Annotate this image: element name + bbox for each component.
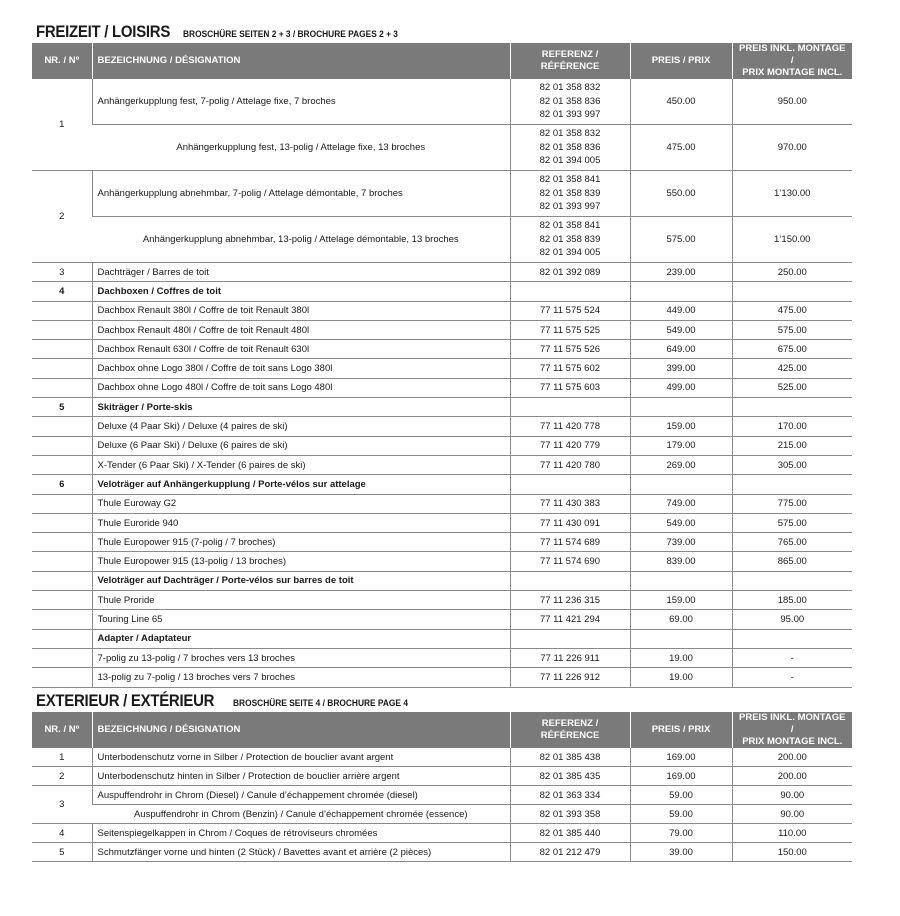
designation: Thule Euroride 940: [92, 513, 510, 532]
reference: 77 11 574 690: [510, 552, 630, 571]
row-number: 5: [32, 843, 92, 862]
table-row: [32, 417, 852, 436]
price-installed: 575.00: [732, 513, 852, 532]
price-installed: 865.00: [732, 552, 852, 571]
designation: Touring Line 65: [92, 610, 510, 629]
header-referenz: REFERENZ / RÉFÉRENCE: [510, 43, 630, 79]
reference: 77 11 226 911: [510, 648, 630, 667]
group-header-row: [32, 571, 852, 590]
table-row: [32, 843, 852, 862]
price-installed: -: [732, 668, 852, 687]
price: 159.00: [630, 591, 732, 610]
price: 169.00: [630, 767, 732, 786]
header-preis: PREIS / PRIX: [630, 712, 732, 748]
reference: 82 01 358 832 82 01 358 836 82 01 393 997: [510, 79, 630, 125]
group-header-row: [32, 282, 852, 301]
price: 649.00: [630, 340, 732, 359]
table-row: [32, 494, 852, 513]
price: 19.00: [630, 648, 732, 667]
table-row: [32, 805, 852, 824]
section-title-freizeit: [36, 22, 427, 42]
price: 549.00: [630, 320, 732, 339]
group-title: Veloträger auf Anhängerkupplung / Porte-vélos sur attelage: [92, 475, 510, 494]
group-title: Skiträger / Porte-skis: [92, 398, 510, 417]
reference: 82 01 393 358: [510, 805, 630, 824]
row-number: 2: [32, 767, 92, 786]
group-header-row: [32, 475, 852, 494]
price-installed: 950.00: [732, 79, 852, 125]
price: 169.00: [630, 748, 732, 767]
row-number: 3: [32, 263, 92, 282]
price-installed: 970.00: [732, 125, 852, 171]
price: 739.00: [630, 533, 732, 552]
reference: 77 11 236 315: [510, 591, 630, 610]
designation: X-Tender (6 Paar Ski) / X-Tender (6 paires de ski): [92, 455, 510, 474]
price: 475.00: [630, 125, 732, 171]
table-row: [32, 320, 852, 339]
price: 399.00: [630, 359, 732, 378]
price-installed: 215.00: [732, 436, 852, 455]
section-subheading: BROSCHÜRE SEITE 4 / BROCHURE PAGE 4: [232, 698, 408, 709]
price-installed: 575.00: [732, 320, 852, 339]
price-installed: 150.00: [732, 843, 852, 862]
reference: 82 01 212 479: [510, 843, 630, 862]
header-montage: PREIS INKL. MONTAGE / PRIX MONTAGE INCL.: [732, 43, 852, 79]
reference: 77 11 574 689: [510, 533, 630, 552]
designation: Dachbox Renault 480l / Coffre de toit Renault 480l: [92, 320, 510, 339]
designation: Dachbox Renault 380l / Coffre de toit Renault 380l: [92, 301, 510, 320]
designation: 13-polig zu 7-polig / 13 broches vers 7 broches: [92, 668, 510, 687]
price-table-exterieur: [32, 712, 852, 862]
price-installed: 170.00: [732, 417, 852, 436]
price-installed: 185.00: [732, 591, 852, 610]
reference: 77 11 430 383: [510, 494, 630, 513]
price-installed: 765.00: [732, 533, 852, 552]
header-preis: PREIS / PRIX: [630, 43, 732, 79]
price-installed: 1’130.00: [732, 171, 852, 217]
row-number: 4: [32, 824, 92, 843]
reference: 77 11 226 912: [510, 668, 630, 687]
price: 159.00: [630, 417, 732, 436]
section-heading: FREIZEIT / LOISIRS: [36, 22, 171, 41]
header-nr: NR. / Nº: [32, 712, 92, 748]
designation: Deluxe (4 Paar Ski) / Deluxe (4 paires de ski): [92, 417, 510, 436]
table-row: [32, 767, 852, 786]
price-installed: 250.00: [732, 263, 852, 282]
reference: 82 01 385 435: [510, 767, 630, 786]
price: 449.00: [630, 301, 732, 320]
designation: Dachbox ohne Logo 380l / Coffre de toit sans Logo 380l: [92, 359, 510, 378]
section-subheading: BROSCHÜRE SEITEN 2 + 3 / BROCHURE PAGES 2 + 3: [182, 29, 398, 40]
price: 549.00: [630, 513, 732, 532]
price-installed: 775.00: [732, 494, 852, 513]
table-row: [32, 171, 852, 217]
price: 499.00: [630, 378, 732, 397]
reference: 77 11 430 091: [510, 513, 630, 532]
designation: Anhängerkupplung fest, 13-polig / Attelage fixe, 13 broches: [92, 125, 510, 171]
price: 59.00: [630, 786, 732, 805]
group-title: Dachboxen / Coffres de toit: [92, 282, 510, 301]
price: 79.00: [630, 824, 732, 843]
group-title: Veloträger auf Dachträger / Porte-vélos sur barres de toit: [92, 571, 510, 590]
reference: 77 11 421 294: [510, 610, 630, 629]
table-row: [32, 378, 852, 397]
header-bezeichnung: BEZEICHNUNG / DÉSIGNATION: [92, 43, 510, 79]
table-row: [32, 359, 852, 378]
price-installed: -: [732, 648, 852, 667]
table-header-row: [32, 43, 852, 79]
designation: Dachbox ohne Logo 480l / Coffre de toit sans Logo 480l: [92, 378, 510, 397]
reference: 77 11 420 780: [510, 455, 630, 474]
table-row: [32, 455, 852, 474]
row-number: 4: [32, 282, 92, 301]
table-row: [32, 786, 852, 805]
designation: Dachbox Renault 630l / Coffre de toit Renault 630l: [92, 340, 510, 359]
reference: 77 11 575 526: [510, 340, 630, 359]
price-installed: 110.00: [732, 824, 852, 843]
reference: 77 11 420 778: [510, 417, 630, 436]
row-number: 2: [32, 171, 92, 263]
price: 69.00: [630, 610, 732, 629]
designation: Anhängerkupplung abnehmbar, 13-polig / Attelage démontable, 13 broches: [92, 217, 510, 263]
table-row: [32, 648, 852, 667]
row-number: 5: [32, 398, 92, 417]
group-header-row: [32, 629, 852, 648]
designation: 7-polig zu 13-polig / 7 broches vers 13 broches: [92, 648, 510, 667]
designation: Anhängerkupplung fest, 7-polig / Attelage fixe, 7 broches: [92, 79, 510, 125]
row-number: 3: [32, 786, 92, 824]
reference: 77 11 575 525: [510, 320, 630, 339]
reference: 82 01 358 832 82 01 358 836 82 01 394 005: [510, 125, 630, 171]
price-installed: 305.00: [732, 455, 852, 474]
table-row: [32, 591, 852, 610]
table-row: [32, 217, 852, 263]
price-installed: 95.00: [732, 610, 852, 629]
designation: Thule Europower 915 (13-polig / 13 broches): [92, 552, 510, 571]
designation: Thule Europower 915 (7-polig / 7 broches): [92, 533, 510, 552]
designation: Unterbodenschutz hinten in Silber / Protection de bouclier arrière argent: [92, 767, 510, 786]
price-installed: 675.00: [732, 340, 852, 359]
designation: Unterbodenschutz vorne in Silber / Protection de bouclier avant argent: [92, 748, 510, 767]
reference: 82 01 363 334: [510, 786, 630, 805]
reference: 82 01 392 089: [510, 263, 630, 282]
price-installed: 90.00: [732, 786, 852, 805]
header-nr: NR. / Nº: [32, 43, 92, 79]
reference: 77 11 575 603: [510, 378, 630, 397]
designation: Anhängerkupplung abnehmbar, 7-polig / Attelage démontable, 7 broches: [92, 171, 510, 217]
designation: Thule Proride: [92, 591, 510, 610]
table-row: [32, 436, 852, 455]
designation: Seitenspiegelkappen in Chrom / Coques de rétroviseurs chromées: [92, 824, 510, 843]
price: 19.00: [630, 668, 732, 687]
designation: Auspuffendrohr in Chrom (Benzin) / Canule d’échappement chromée (essence): [92, 805, 510, 824]
table-row: [32, 263, 852, 282]
designation: Thule Euroway G2: [92, 494, 510, 513]
header-montage: PREIS INKL. MONTAGE / PRIX MONTAGE INCL.: [732, 712, 852, 748]
table-row: [32, 79, 852, 125]
header-referenz: REFERENZ / RÉFÉRENCE: [510, 712, 630, 748]
reference: 82 01 358 841 82 01 358 839 82 01 393 997: [510, 171, 630, 217]
reference: 82 01 385 438: [510, 748, 630, 767]
price: 269.00: [630, 455, 732, 474]
designation: Deluxe (6 Paar Ski) / Deluxe (6 paires de ski): [92, 436, 510, 455]
row-number: 6: [32, 475, 92, 494]
reference: 77 11 420 779: [510, 436, 630, 455]
reference: 77 11 575 602: [510, 359, 630, 378]
price-installed: 425.00: [732, 359, 852, 378]
price: 550.00: [630, 171, 732, 217]
price-installed: 1’150.00: [732, 217, 852, 263]
table-row: [32, 610, 852, 629]
row-number: 1: [32, 748, 92, 767]
price-installed: 90.00: [732, 805, 852, 824]
price: 239.00: [630, 263, 732, 282]
designation: Schmutzfänger vorne und hinten (2 Stück) / Bavettes avant et arrière (2 pièces): [92, 843, 510, 862]
row-number: 1: [32, 79, 92, 171]
price: 450.00: [630, 79, 732, 125]
table-row: [32, 125, 852, 171]
table-row: [32, 824, 852, 843]
price: 575.00: [630, 217, 732, 263]
price-installed: 200.00: [732, 748, 852, 767]
price-installed: 200.00: [732, 767, 852, 786]
table-row: [32, 513, 852, 532]
price: 39.00: [630, 843, 732, 862]
price-installed: 475.00: [732, 301, 852, 320]
price: 179.00: [630, 436, 732, 455]
table-row: [32, 301, 852, 320]
table-row: [32, 552, 852, 571]
reference: 82 01 385 440: [510, 824, 630, 843]
reference: 77 11 575 524: [510, 301, 630, 320]
designation: Auspuffendrohr in Chrom (Diesel) / Canule d’échappement chromée (diesel): [92, 786, 510, 805]
section-heading: EXTERIEUR / EXTÉRIEUR: [36, 691, 215, 710]
designation: Dachträger / Barres de toit: [92, 263, 510, 282]
price-installed: 525.00: [732, 378, 852, 397]
group-header-row: [32, 398, 852, 417]
group-title: Adapter / Adaptateur: [92, 629, 510, 648]
table-header-row: [32, 712, 852, 748]
price: 749.00: [630, 494, 732, 513]
price: 59.00: [630, 805, 732, 824]
price: 839.00: [630, 552, 732, 571]
table-row: [32, 748, 852, 767]
reference: 82 01 358 841 82 01 358 839 82 01 394 005: [510, 217, 630, 263]
table-row: [32, 340, 852, 359]
table-row: [32, 668, 852, 687]
price-table-freizeit: [32, 43, 852, 688]
table-row: [32, 533, 852, 552]
header-bezeichnung: BEZEICHNUNG / DÉSIGNATION: [92, 712, 510, 748]
section-title-exterieur: [36, 691, 432, 711]
